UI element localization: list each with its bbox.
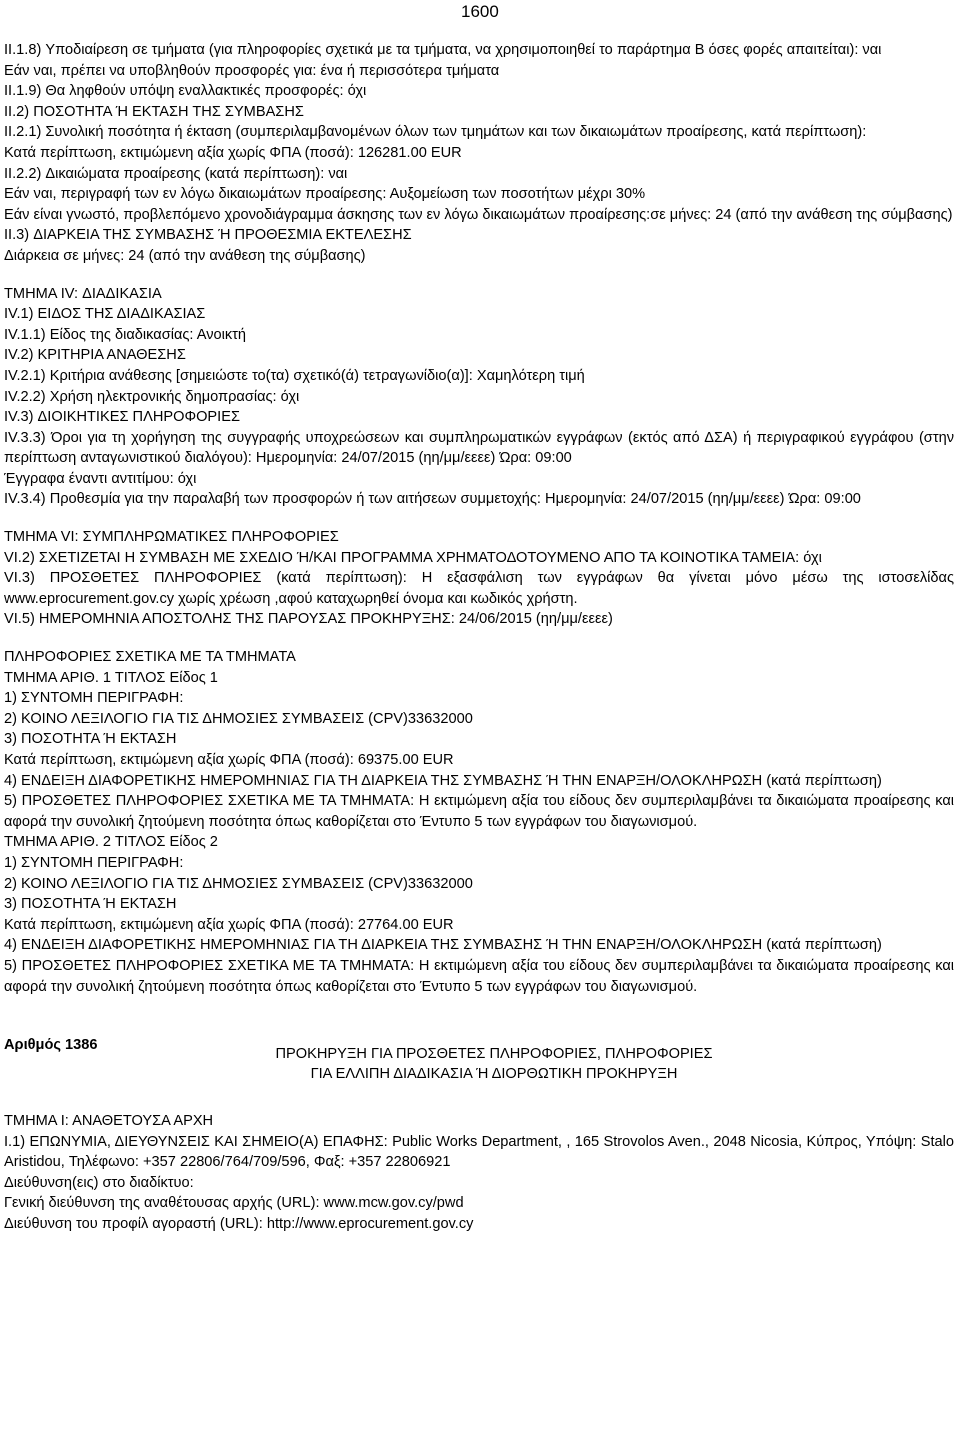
paragraph: IV.3) ΔΙΟΙΚΗΤΙΚΕΣ ΠΛΗΡΟΦΟΡΙΕΣ <box>4 409 240 426</box>
paragraph: ΤΜΗΜΑ IV: ΔΙΑΔΙΚΑΣΙΑ <box>4 285 162 302</box>
spacer <box>4 267 954 284</box>
paragraph: ΤΜΗΜΑ Ι: ΑΝΑΘΕΤΟΥΣΑ ΑΡΧΗ <box>4 1112 214 1129</box>
lots-info-section <box>4 647 954 997</box>
paragraph: 4) ΕΝΔΕΙΞΗ ΔΙΑΦΟΡΕΤΙΚΗΣ ΗΜΕΡΟΜΗΝΙΑΣ ΓΙΑ ΤΗ ΔΙΑΡΚΕΙΑ ΤΗΣ ΣΥΜΒΑΣΗΣ Ή ΤΗΝ ΕΝΑΡΞΗ/ΟΛΟΚΛΗΡΩΣΗ (κατά περίπτωση) <box>4 937 882 954</box>
paragraph: II.1.9) Θα ληφθούν υπόψη εναλλακτικές προσφορές: όχι <box>4 83 367 100</box>
paragraph: 5) ΠΡΟΣΘΕΤΕΣ ΠΛΗΡΟΦΟΡΙΕΣ ΣΧΕΤΙΚΑ ΜΕ ΤΑ ΤΜΗΜΑΤΑ: Η εκτιμώμενη αξία του είδους δεν συμπεριλαμβάνει τα δικαιώματα προαίρεσης και αφορά την συνολική ζητούμενη ποσότητα όπως καθορίζεται στο Έντυπο 5 των εγγράφων του διαγωνισμού. <box>4 793 954 830</box>
paragraph: IV.2.2) Χρήση ηλεκτρονικής δημοπρασίας: όχι <box>4 388 300 405</box>
paragraph: IV.2.1) Κριτήρια ανάθεσης [σημειώστε το(τα) σχετικό(ά) τετραγωνίδιο(α)]: Χαμηλότερη τιμή <box>4 367 585 384</box>
spacer <box>4 510 954 527</box>
supplementary-info-section <box>4 527 954 630</box>
spacer <box>4 1085 954 1111</box>
spacer <box>4 997 954 1035</box>
paragraph: I.1) ΕΠΩΝΥΜΙΑ, ΔΙΕΥΘΥΝΣΕΙΣ ΚΑΙ ΣΗΜΕΙΟ(Α) ΕΠΑΦΗΣ: Public Works Department, , 165 Strovolos Aven., 2048 Nicosia, Κύπρος, Υπόψη: Stalo Aristidou, Τηλέφωνο: +357 22806/764/709/596, Φαξ: +357 22806921 <box>4 1133 954 1171</box>
spacer <box>4 630 954 647</box>
paragraph: IV.1) ΕΙΔΟΣ ΤΗΣ ΔΙΑΔΙΚΑΣΙΑΣ <box>4 306 206 323</box>
paragraph: 5) ΠΡΟΣΘΕΤΕΣ ΠΛΗΡΟΦΟΡΙΕΣ ΣΧΕΤΙΚΑ ΜΕ ΤΑ ΤΜΗΜΑΤΑ: Η εκτιμώμενη αξία του είδους δεν συμπεριλαμβάνει τα δικαιώματα προαίρεσης και αφορά την συνολική ζητούμενη ποσότητα όπως καθορίζεται στο Έντυπο 5 των εγγράφων του διαγωνισμού. <box>4 957 954 995</box>
paragraph: VI.3) ΠΡΟΣΘΕΤΕΣ ΠΛΗΡΟΦΟΡΙΕΣ (κατά περίπτωση): Η εξασφάλιση των εγγράφων θα γίνεται μόνο μέσω της ιστοσελίδας www.eprocurement.gov.cy χωρίς χρέωση ,αφού καταχωρηθεί όνομα και κωδικός χρήστη. <box>4 570 954 607</box>
paragraph: II.3) ΔΙΑΡΚΕΙΑ ΤΗΣ ΣΥΜΒΑΣΗΣ Ή ΠΡΟΘΕΣΜΙΑ ΕΚΤΕΛΕΣΗΣ <box>4 227 412 244</box>
paragraph: IV.3.4) Προθεσμία για την παραλαβή των προσφορών ή των αιτήσεων συμμετοχής: Ημερομηνία: 24/07/2015 (ηη/μμ/εεεε) Ώρα: 09:00 <box>4 491 861 508</box>
contracting-authority-section <box>4 1111 954 1235</box>
paragraph: 2) ΚΟΙΝΟ ΛΕΞΙΛΟΓΙΟ ΓΙΑ ΤΙΣ ΔΗΜΟΣΙΕΣ ΣΥΜΒΑΣΕΙΣ (CPV)33632000 <box>4 875 473 892</box>
document-body <box>4 40 954 1234</box>
contract-object-section <box>4 40 954 267</box>
paragraph: 4) ΕΝΔΕΙΞΗ ΔΙΑΦΟΡΕΤΙΚΗΣ ΗΜΕΡΟΜΗΝΙΑΣ ΓΙΑ ΤΗ ΔΙΑΡΚΕΙΑ ΤΗΣ ΣΥΜΒΑΣΗΣ Ή ΤΗΝ ΕΝΑΡΞΗ/ΟΛΟΚΛΗΡΩΣΗ (κατά περίπτωση) <box>4 772 882 789</box>
paragraph: VI.5) ΗΜΕΡΟΜΗΝΙΑ ΑΠΟΣΤΟΛΗΣ ΤΗΣ ΠΑΡΟΥΣΑΣ ΠΡΟΚΗΡΥΞΗΣ: 24/06/2015 (ηη/μμ/εεεε) <box>4 611 613 628</box>
paragraph: ΤΜΗΜΑ ΑΡΙΘ. 1 ΤΙΤΛΟΣ Είδος 1 <box>4 669 218 686</box>
paragraph: Γενική διεύθυνση της αναθέτουσας αρχής (URL): www.mcw.gov.cy/pwd <box>4 1195 464 1212</box>
paragraph: II.1.8) Υποδιαίρεση σε τμήματα (για πληροφορίες σχετικά με τα τμήματα, να χρησιμοποιηθεί το παράρτημα Β όσες φορές απαιτείται): ναι <box>4 42 882 58</box>
paragraph: Κατά περίπτωση, εκτιμώμενη αξία χωρίς ΦΠΑ (ποσά): 27764.00 EUR <box>4 916 454 933</box>
paragraph: Εάν ναι, πρέπει να υποβληθούν προσφορές για: ένα ή περισσότερα τμήματα <box>4 62 500 79</box>
paragraph: ΤΜΗΜΑ ΑΡΙΘ. 2 ΤΙΤΛΟΣ Είδος 2 <box>4 834 218 851</box>
notice-heading-line-2: ΓΙΑ ΕΛΛΙΠΗ ΔΙΑΔΙΚΑΣΙΑ Ή ΔΙΟΡΘΩΤΙΚΗ ΠΡΟΚΗΡΥΞΗ <box>310 1066 678 1083</box>
paragraph: ΠΛΗΡΟΦΟΡΙΕΣ ΣΧΕΤΙΚΑ ΜΕ ΤΑ ΤΜΗΜΑΤΑ <box>4 649 296 666</box>
paragraph: Διεύθυνση του προφίλ αγοραστή (URL): http://www.eprocurement.gov.cy <box>4 1215 474 1232</box>
paragraph: 3) ΠΟΣΟΤΗΤΑ Ή ΕΚΤΑΣΗ <box>4 731 177 748</box>
paragraph: 3) ΠΟΣΟΤΗΤΑ Ή ΕΚΤΑΣΗ <box>4 896 177 913</box>
paragraph: ΤΜΗΜΑ VI: ΣΥΜΠΛΗΡΩΜΑΤΙΚΕΣ ΠΛΗΡΟΦΟΡΙΕΣ <box>4 529 339 546</box>
paragraph: Διεύθυνση(εις) στο διαδίκτυο: <box>4 1174 194 1191</box>
paragraph: IV.3.3) Όροι για τη χορήγηση της συγγραφής υποχρεώσεων και συμπληρωματικών εγγράφων (εκτός από ΔΣΑ) ή περιγραφικού εγγράφου (στην περίπτωση ανταγωνιστικού διαλόγου): Ημερομηνία: 24/07/2015 (ηη/μμ/εεεε) Ώρα: 09:00 <box>4 429 954 467</box>
paragraph: Διάρκεια σε μήνες: 24 (από την ανάθεση της σύμβασης) <box>4 247 366 264</box>
paragraph: II.2.1) Συνολική ποσότητα ή έκταση (συμπεριλαμβανομένων όλων των τμημάτων και των δικαιωμάτων προαίρεσης, κατά περίπτωση): <box>4 124 867 141</box>
page-number: 1600 <box>461 2 499 21</box>
paragraph: Εάν ναι, περιγραφή των εν λόγω δικαιωμάτων προαίρεσης: Αυξομείωση των ποσοτήτων μέχρι 30% <box>4 186 646 203</box>
paragraph: Κατά περίπτωση, εκτιμώμενη αξία χωρίς ΦΠΑ (ποσά): 126281.00 EUR <box>4 144 462 161</box>
paragraph: Κατά περίπτωση, εκτιμώμενη αξία χωρίς ΦΠΑ (ποσά): 69375.00 EUR <box>4 752 454 768</box>
paragraph: IV.2) ΚΡΙΤΗΡΙΑ ΑΝΑΘΕΣΗΣ <box>4 347 186 364</box>
paragraph: 2) ΚΟΙΝΟ ΛΕΞΙΛΟΓΙΟ ΓΙΑ ΤΙΣ ΔΗΜΟΣΙΕΣ ΣΥΜΒΑΣΕΙΣ (CPV)33632000 <box>4 710 473 727</box>
procedure-section <box>4 284 954 511</box>
paragraph: 1) ΣΥΝΤΟΜΗ ΠΕΡΙΓΡΑΦΗ: <box>4 854 184 871</box>
paragraph: II.2) ΠΟΣΟΤΗΤΑ Ή ΕΚΤΑΣΗ ΤΗΣ ΣΥΜΒΑΣΗΣ <box>4 103 304 120</box>
paragraph: 1) ΣΥΝΤΟΜΗ ΠΕΡΙΓΡΑΦΗ: <box>4 690 184 707</box>
notice-number: Αριθμός 1386 <box>4 1037 98 1054</box>
notice-heading-line-1: ΠΡΟΚΗΡΥΞΗ ΓΙΑ ΠΡΟΣΘΕΤΕΣ ΠΛΗΡΟΦΟΡΙΕΣ, ΠΛΗΡΟΦΟΡΙΕΣ <box>275 1045 713 1062</box>
paragraph: IV.1.1) Είδος της διαδικασίας: Ανοικτή <box>4 326 247 343</box>
paragraph: Έγγραφα έναντι αντιτίμου: όχι <box>4 470 197 487</box>
paragraph: Εάν είναι γνωστό, προβλεπόμενο χρονοδιάγραμμα άσκησης των εν λόγω δικαιωμάτων προαίρεσης:σε μήνες: 24 (από την ανάθεση της σύμβασης) <box>4 206 953 223</box>
paragraph: VI.2) ΣΧΕΤΙΖΕΤΑΙ Η ΣΥΜΒΑΣΗ ΜΕ ΣΧΕΔΙΟ Ή/ΚΑΙ ΠΡΟΓΡΑΜΜΑ ΧΡΗΜΑΤΟΔΟΤΟΥΜΕΝΟ ΑΠΟ ΤΑ ΚΟΙΝΟΤΙΚΑ ΤΑΜΕΙΑ: όχι <box>4 549 822 566</box>
notice-header <box>4 1035 954 1085</box>
paragraph: II.2.2) Δικαιώματα προαίρεσης (κατά περίπτωση): ναι <box>4 165 348 182</box>
